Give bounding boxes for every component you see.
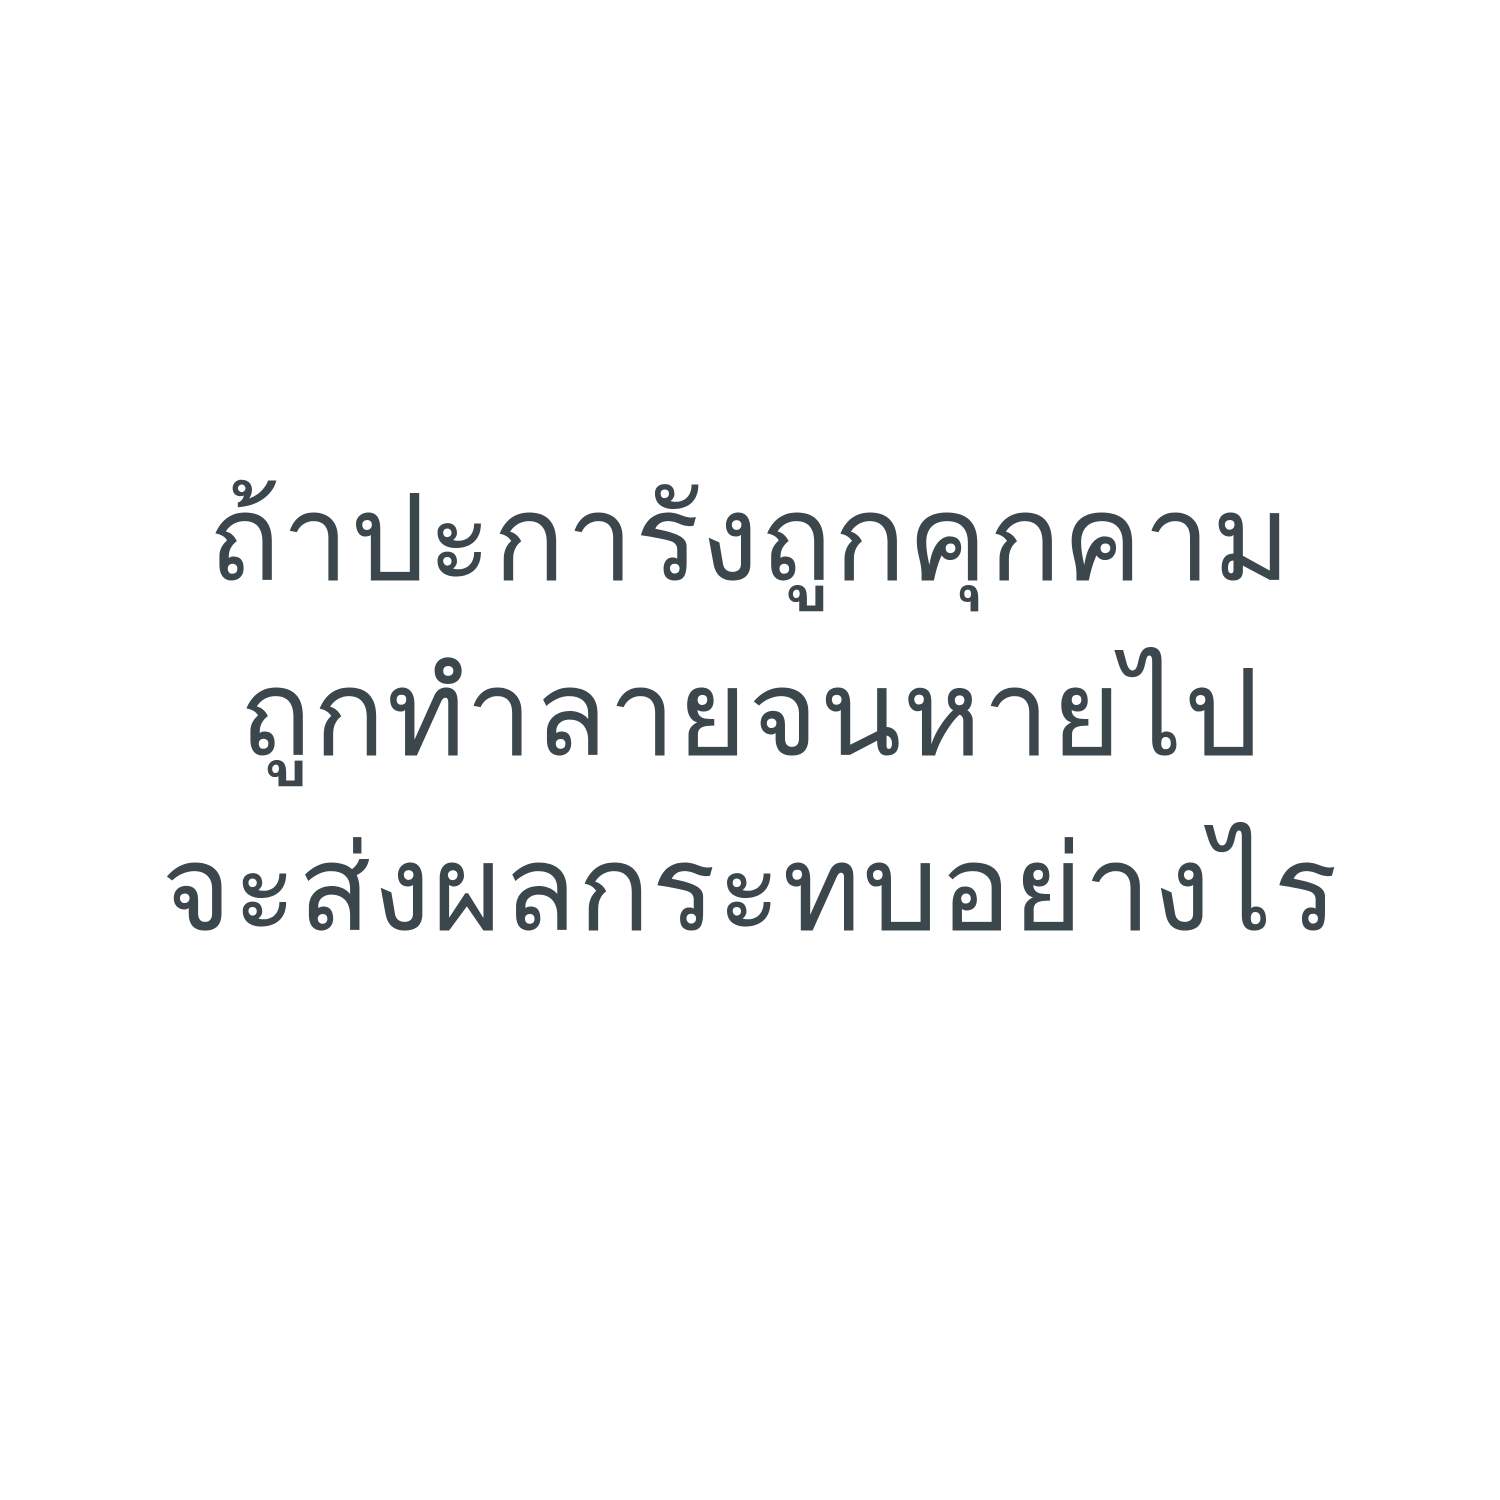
question-line-2: ถูกทำลายจนหายไป: [239, 645, 1261, 784]
question-text-block: [0, 450, 1500, 970]
question-line-1: ถ้าปะการังถูกคุกคาม: [208, 470, 1292, 609]
question-line-3: จะส่งผลกระทบอย่างไร: [161, 820, 1339, 959]
